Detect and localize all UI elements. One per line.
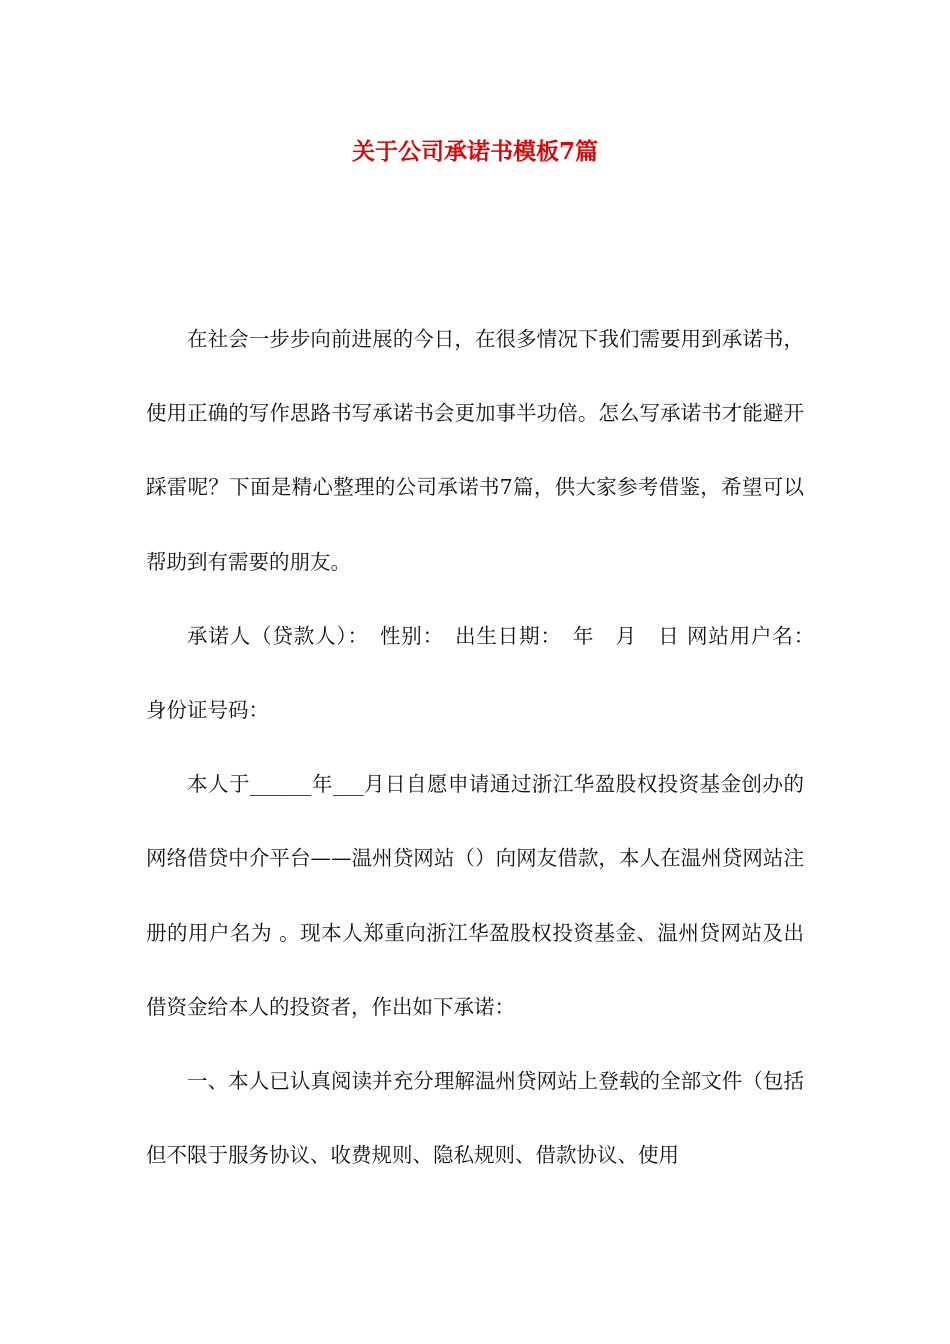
document-title: 关于公司承诺书模板7篇 [351,138,598,165]
promisor-info-paragraph: 承诺人（贷款人）： 性别： 出生日期： 年 月 日 网站用户名： 身份证号码： [146,623,832,723]
document-body [146,302,832,1192]
intro-paragraph: 在社会一步步向前进展的今日，在很多情况下我们需要用到承诺书，使用正确的写作思路书写承诺书会更加事半功倍。怎么写承诺书才能避开踩雷呢？下面是精心整理的公司承诺书7篇，供大家参考借鉴，希望可以帮助到有需要的朋友。 [146,327,804,574]
clause-one-paragraph: 一、本人已认真阅读并充分理解温州贷网站上登载的全部文件（包括但不限于服务协议、收费规则、隐私规则、借款协议、使用 [146,1069,804,1168]
declaration-paragraph: 本人于______年___月日自愿申请通过浙江华盈股权投资基金创办的网络借贷中介平台——温州贷网站（）向网友借款，本人在温州贷网站注册的用户名为 。现本人郑重向浙江华盈股权投资基金、温州贷网站及出借资金给本人的投资者，作出如下承诺： [146,772,804,1019]
